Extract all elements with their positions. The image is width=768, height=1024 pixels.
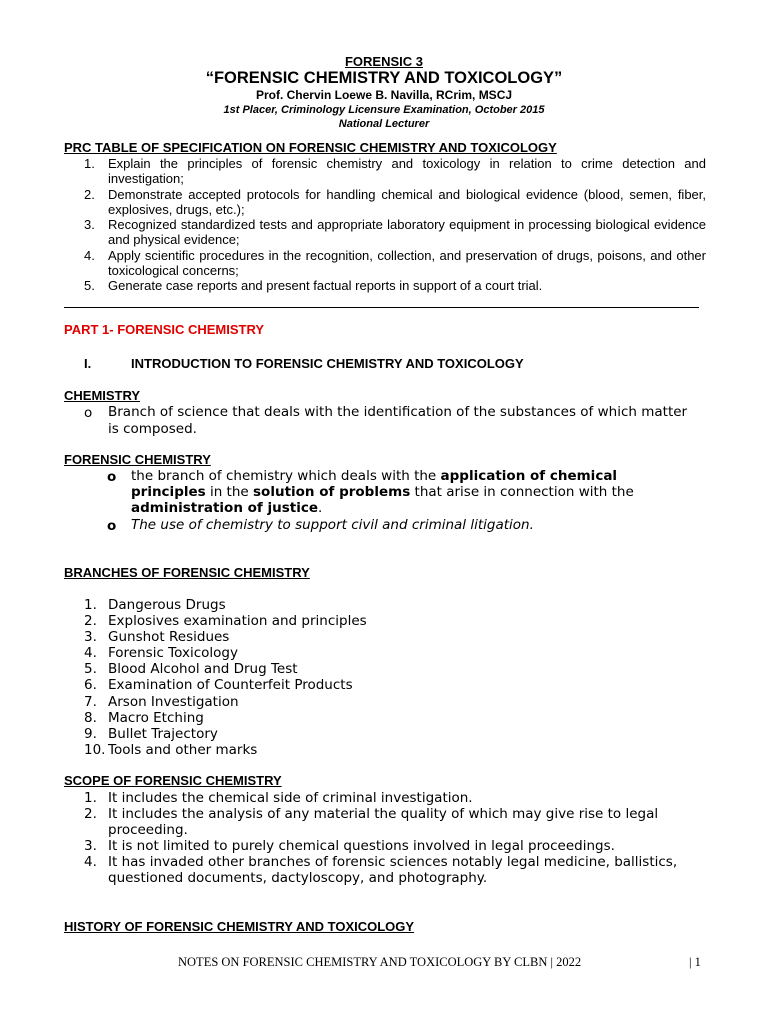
author-role: National Lecturer [338, 118, 430, 130]
bullet-icon: o [84, 405, 93, 421]
scope-heading: SCOPE OF FORENSIC CHEMISTRY [64, 773, 282, 788]
list-number: 1. [84, 156, 95, 171]
forensic-chemistry-heading: FORENSIC CHEMISTRY [64, 452, 211, 467]
list-item: 1. Dangerous Drugs [84, 597, 226, 613]
list-text: Apply scientific procedures in the recognition, collection, and preservation of drugs, poisons, and other toxicological concerns; [108, 247, 706, 279]
forensic-chemistry-usage: The use of chemistry to support civil and criminal litigation. [131, 517, 534, 533]
emphasis: administration of justice [131, 500, 318, 516]
scope-list [84, 790, 694, 887]
list-item: 6. Examination of Counterfeit Products [84, 677, 353, 694]
list-text: Demonstrate accepted protocols for handling chemical and biological evidence (blood, semen, fiber, explosives, drugs, etc.); [108, 186, 706, 217]
list-item [84, 156, 706, 187]
list-item: 9. Bullet Trajectory [84, 725, 218, 742]
list-item: 4. Forensic Toxicology [84, 645, 238, 662]
forensic-chemistry-definition: the branch of chemistry which deals with the application of chemical principles in the solution of problems that arise in connection with the administration of justice. [131, 468, 634, 516]
prc-list [84, 156, 706, 294]
page-footer: NOTES ON FORENSIC CHEMISTRY AND TOXICOLOGY BY CLBN | 2022 [178, 955, 582, 969]
section-numeral: I. [84, 356, 92, 371]
list-item [84, 248, 706, 279]
list-text: Generate case reports and present factual reports in support of a court trial. [108, 278, 543, 294]
list-item: 3. Gunshot Residues [84, 629, 230, 646]
list-item: 8. Macro Etching [84, 709, 204, 726]
list-item: 7. Arson Investigation [84, 693, 239, 710]
list-item: 1. It includes the chemical side of criminal investigation. [84, 790, 473, 806]
emphasis: solution of problems [253, 484, 411, 500]
document-header [0, 54, 768, 131]
chemistry-definition: Branch of science that deals with the identification of the substances of which matter is composed. [108, 404, 688, 437]
list-item [84, 217, 706, 248]
author-line: Prof. Chervin Loewe B. Navilla, RCrim, MSCJ [255, 88, 513, 102]
list-text: Explain the principles of forensic chemistry and toxicology in relation to crime detection and investigation; [108, 156, 706, 187]
document-title: “FORENSIC CHEMISTRY AND TOXICOLOGY” [205, 69, 563, 87]
list-text: Recognized standardized tests and appropriate laboratory equipment in processing biological evidence and physical evidence; [108, 217, 706, 248]
author-credential: 1st Placer, Criminology Licensure Examination, October 2015 [223, 104, 545, 116]
list-item: 4. It has invaded other branches of forensic sciences notably legal medicine, ballistics, questioned documents, dactyloscopy, and photography. [84, 854, 678, 887]
part-heading: PART 1- FORENSIC CHEMISTRY [64, 322, 265, 337]
branches-heading: BRANCHES OF FORENSIC CHEMISTRY [64, 565, 310, 580]
history-heading: HISTORY OF FORENSIC CHEMISTRY AND TOXICOLOGY [64, 919, 415, 934]
section-title: INTRODUCTION TO FORENSIC CHEMISTRY AND TOXICOLOGY [131, 356, 524, 371]
list-item [84, 187, 706, 218]
list-item: 10. Tools and other marks [84, 741, 258, 758]
list-number: 4. [84, 247, 95, 263]
list-item: 2. It includes the analysis of any material the quality of which may give rise to legal proceeding. [84, 806, 659, 839]
list-number: 3. [84, 217, 95, 233]
page-number: | 1 [689, 955, 701, 969]
bullet-icon: o [107, 469, 117, 485]
prc-title: PRC TABLE OF SPECIFICATION ON FORENSIC CHEMISTRY AND TOXICOLOGY [64, 140, 557, 155]
list-number: 5. [84, 278, 95, 294]
horizontal-divider [64, 307, 699, 308]
chemistry-heading: CHEMISTRY [64, 388, 141, 403]
list-number: 2. [84, 186, 95, 202]
course-code: FORENSIC 3 [344, 54, 423, 69]
emphasis: application of chemical principles [131, 468, 618, 500]
list-item: 2. Explosives examination and principles [84, 613, 367, 630]
list-item [84, 278, 706, 293]
branches-list [84, 597, 684, 758]
list-item: 3. It is not limited to purely chemical questions involved in legal proceedings. [84, 838, 615, 855]
bullet-icon: o [107, 518, 117, 534]
list-item: 5. Blood Alcohol and Drug Test [84, 661, 298, 678]
